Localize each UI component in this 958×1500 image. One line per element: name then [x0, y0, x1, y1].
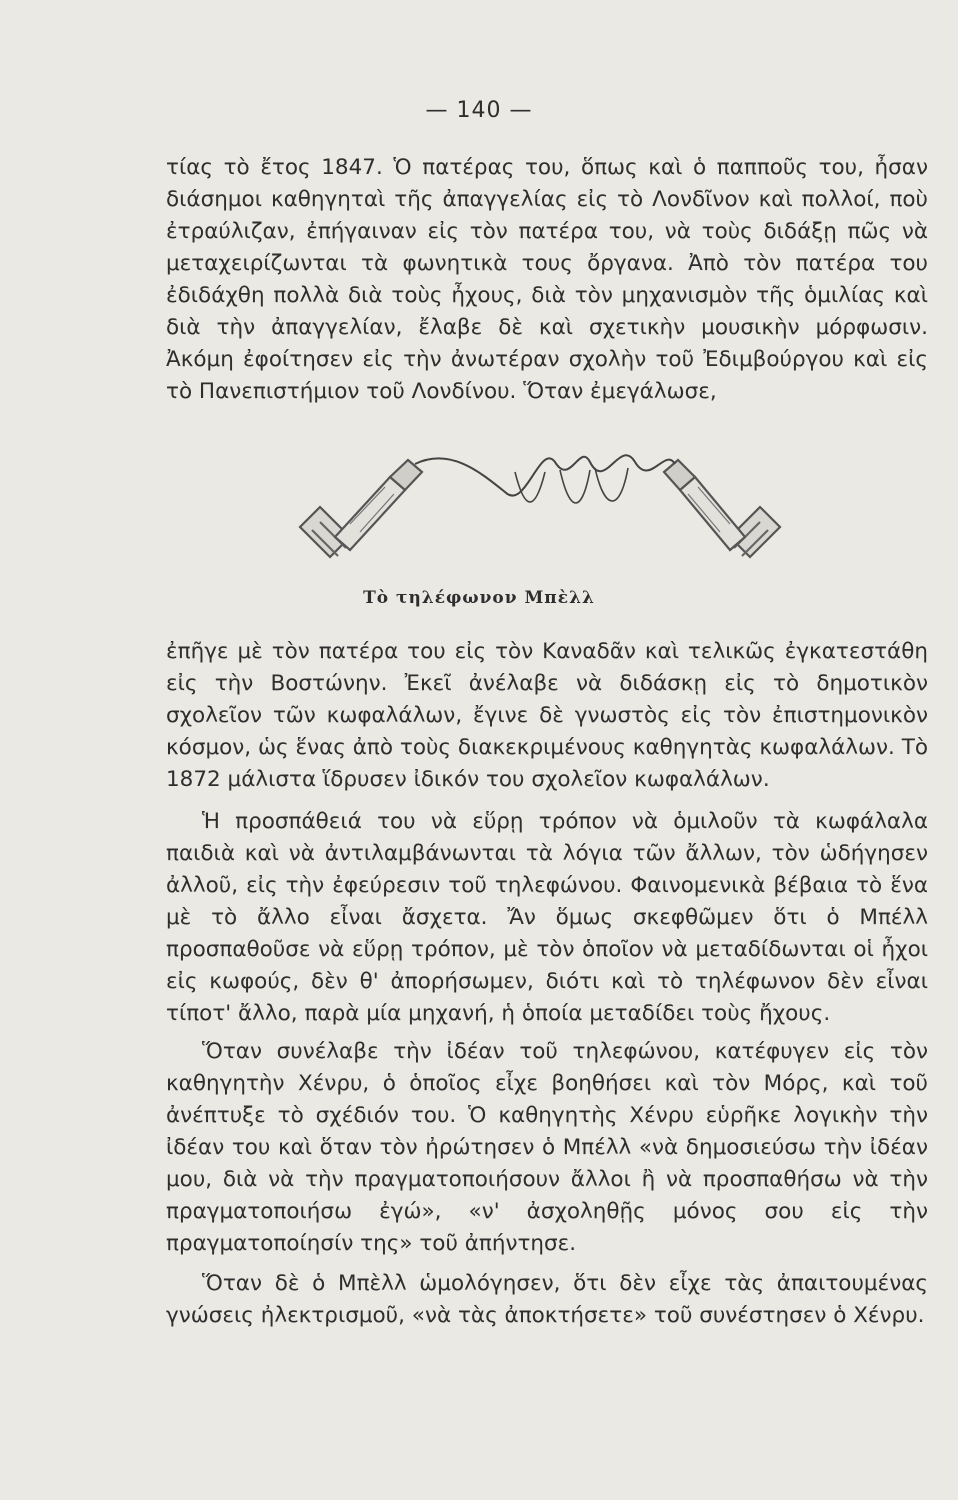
paragraph-3: Ἡ προσπάθειά του νὰ εὕρῃ τρόπον νὰ ὁμιλοῦν τὰ κωφάλαλα παιδιὰ καὶ νὰ ἀντιλαμβάνωνται τὰ λόγια τῶν ἄλλων, τὸν ὡδήγησεν ἀλλοῦ, εἰς τὴν ἐφεύρεσιν τοῦ τηλεφώνου. Φαινομενικὰ βέβαια τὸ ἕνα μὲ τὸ ἄλλο εἶναι ἄσχετα. Ἄν ὅμως σκεφθῶμεν ὅτι ὁ Μπέλλ προσπαθοῦσε νὰ εὕρῃ τρόπον, μὲ τὸν ὁποῖον νὰ μεταδίδωνται οἱ ἦχοι εἰς κωφούς, δὲν θ' ἀπορήσωμεν, διότι καὶ τὸ τηλέφωνον δὲν εἶναι τίποτ' ἄλλο, παρὰ μία μηχανή, ἡ ὁποία μεταδίδει τοὺς ἤχους. — [166, 809, 928, 1026]
bell-telephone-illustration — [290, 432, 790, 592]
paragraph-4: Ὅταν συνέλαβε τὴν ἰδέαν τοῦ τηλεφώνου, κατέφυγεν εἰς τὸν καθηγητὴν Χένρυ, ὁ ὁποῖος εἶχε βοηθήσει καὶ τὸν Μόρς, καὶ τοῦ ἀνέπτυξε τὸ σχέδιόν του. Ὁ καθηγητὴς Χένρυ εὑρῆκε λογικὴν τὴν ἰδέαν του καὶ ὅταν τὸν ἠρώτησεν ὁ Μπέλλ «νὰ δημοσιεύσω τὴν ἰδέαν μου, διὰ νὰ τὴν πραγματοποιήσουν ἄλλοι ἢ νὰ προσπαθήσω νὰ τὴν πραγματοποιήσω ἐγώ», «ν' ἀσχοληθῇς μόνος σου εἰς τὴν πραγματοποίησίν της» τοῦ ἀπήντησε. — [166, 1039, 928, 1256]
page-number: — 140 — — [425, 98, 533, 123]
left-handset-icon — [300, 460, 422, 557]
figure-caption: Τὸ τηλέφωνον Μπὲλλ — [363, 588, 595, 608]
telephone-cord — [415, 455, 675, 495]
paragraph-2: ἐπῆγε μὲ τὸν πατέρα του εἰς τὸν Καναδᾶν καὶ τελικῶς ἐγκατεστάθη εἰς τὴν Βοστώνην. Ἐκεῖ ἀνέλαβε νὰ διδάσκῃ εἰς τὸ δημοτικὸν σχολεῖον τῶν κωφαλάλων, ἔγινε δὲ γνωστὸς εἰς τὸν ἐπιστημονικὸν κόσμον, ὡς ἕνας ἀπὸ τοὺς διακεκριμένους καθηγητὰς κωφαλάλων. Τὸ 1872 μάλιστα ἵδρυσεν ἰδικόν του σχολεῖον κωφαλάλων. — [166, 639, 928, 792]
paragraph-5: Ὅταν δὲ ὁ Μπὲλλ ὡμολόγησεν, ὅτι δὲν εἶχε τὰς ἀπαιτουμένας γνώσεις ἠλεκτρισμοῦ, «νὰ τὰς ἀποκτήσετε» τοῦ συνέστησεν ὁ Χένρυ. — [166, 1271, 928, 1328]
right-handset-icon — [664, 460, 780, 557]
paragraph-1: τίας τὸ ἔτος 1847. Ὁ πατέρας του, ὅπως καὶ ὁ παπποῦς του, ἦσαν διάσημοι καθηγηταὶ τῆς ἀπαγγελίας εἰς τὸ Λονδῖνον καὶ πολλοί, ποὺ ἐτραύλιζαν, ἐπήγαιναν εἰς τὸν πατέρα του, νὰ τοὺς διδάξῃ πῶς νὰ μεταχειρίζωνται τὰ φωνητικὰ τους ὄργανα. Ἀπὸ τὸν πατέρα του ἐδιδάχθη πολλὰ διὰ τοὺς ἦχους, διὰ τὸν μηχανισμὸν τῆς ὁμιλίας καὶ διὰ τὴν ἀπαγγελίαν, ἔλαβε δὲ καὶ σχετικὴν μουσικὴν μόρφωσιν. Ἀκόμη ἐφοίτησεν εἰς τὴν ἀνωτέραν σχολὴν τοῦ Ἐδιμβούργου καὶ εἰς τὸ Πανεπιστήμιον τοῦ Λονδίνου. Ὅταν ἐμεγάλωσε, — [166, 155, 928, 404]
